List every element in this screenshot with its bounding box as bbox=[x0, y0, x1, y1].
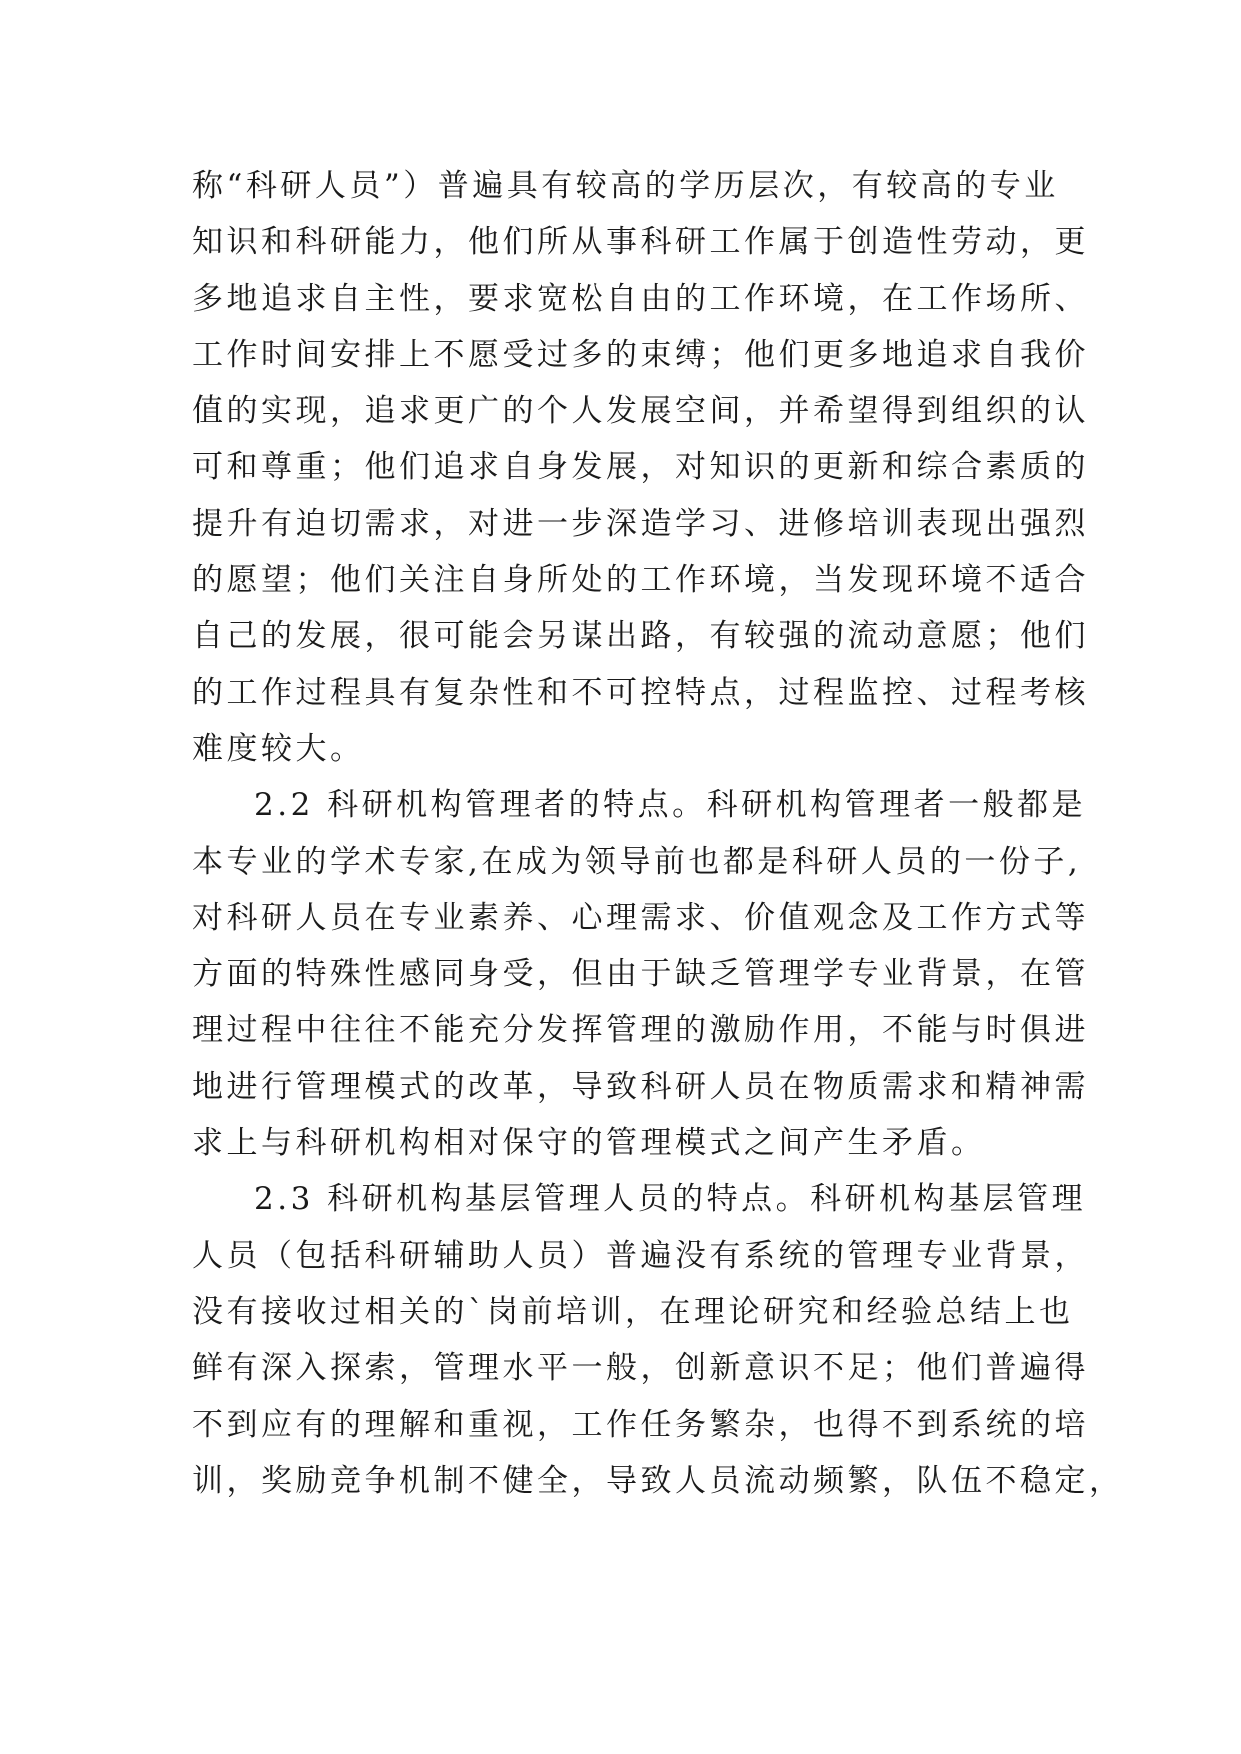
text-line: 的愿望；他们关注自身所处的工作环境，当发现环境不适合 bbox=[192, 562, 1089, 599]
text-line: 鲜有深入探索，管理水平一般，创新意识不足；他们普遍得 bbox=[192, 1350, 1089, 1387]
text-line: 方面的特殊性感同身受，但由于缺乏管理学专业背景，在管 bbox=[192, 956, 1089, 993]
text-line: 求上与科研机构相对保守的管理模式之间产生矛盾。 bbox=[192, 1125, 986, 1162]
text-line: 没有接收过相关的`岗前培训，在理论研究和经验总结上也 bbox=[192, 1293, 1074, 1330]
text-line: 训，奖励竞争机制不健全，导致人员流动频繁，队伍不稳定， bbox=[192, 1462, 1124, 1499]
text-line: 不到应有的理解和重视，工作任务繁杂，也得不到系统的培 bbox=[192, 1406, 1089, 1443]
text-line: 知识和科研能力，他们所从事科研工作属于创造性劳动，更 bbox=[192, 224, 1089, 261]
text-line: 多地追求自主性，要求宽松自由的工作环境，在工作场所、 bbox=[192, 280, 1089, 317]
body-text bbox=[192, 158, 1124, 1509]
text-line: 可和尊重；他们追求自身发展，对知识的更新和综合素质的 bbox=[192, 449, 1089, 486]
text-line: 对科研人员在专业素养、心理需求、价值观念及工作方式等 bbox=[192, 899, 1089, 936]
text-line: 自己的发展，很可能会另谋出路，有较强的流动意愿；他们 bbox=[192, 618, 1089, 655]
text-line: 值的实现，追求更广的个人发展空间，并希望得到组织的认 bbox=[192, 393, 1089, 430]
text-line: 地进行管理模式的改革，导致科研人员在物质需求和精神需 bbox=[192, 1068, 1089, 1105]
text-line: 难度较大。 bbox=[192, 730, 365, 767]
section-heading-line: 2.3 科研机构基层管理人员的特点。科研机构基层管理 bbox=[254, 1181, 1087, 1218]
text-line: 理过程中往往不能充分发挥管理的激励作用，不能与时俱进 bbox=[192, 1012, 1089, 1049]
text-line: 提升有迫切需求，对进一步深造学习、进修培训表现出强烈 bbox=[192, 505, 1089, 542]
text-line: 称“科研人员”）普遍具有较高的学历层次，有较高的专业 bbox=[192, 168, 1059, 204]
text-line: 的工作过程具有复杂性和不可控特点，过程监控、过程考核 bbox=[192, 674, 1089, 711]
text-line: 本专业的学术专家,在成为领导前也都是科研人员的一份子, bbox=[192, 843, 1082, 880]
text-line: 工作时间安排上不愿受过多的束缚；他们更多地追求自我价 bbox=[192, 336, 1089, 373]
section-heading-line: 2.2 科研机构管理者的特点。科研机构管理者一般都是 bbox=[254, 787, 1087, 824]
text-line: 人员（包括科研辅助人员）普遍没有系统的管理专业背景， bbox=[192, 1237, 1089, 1274]
